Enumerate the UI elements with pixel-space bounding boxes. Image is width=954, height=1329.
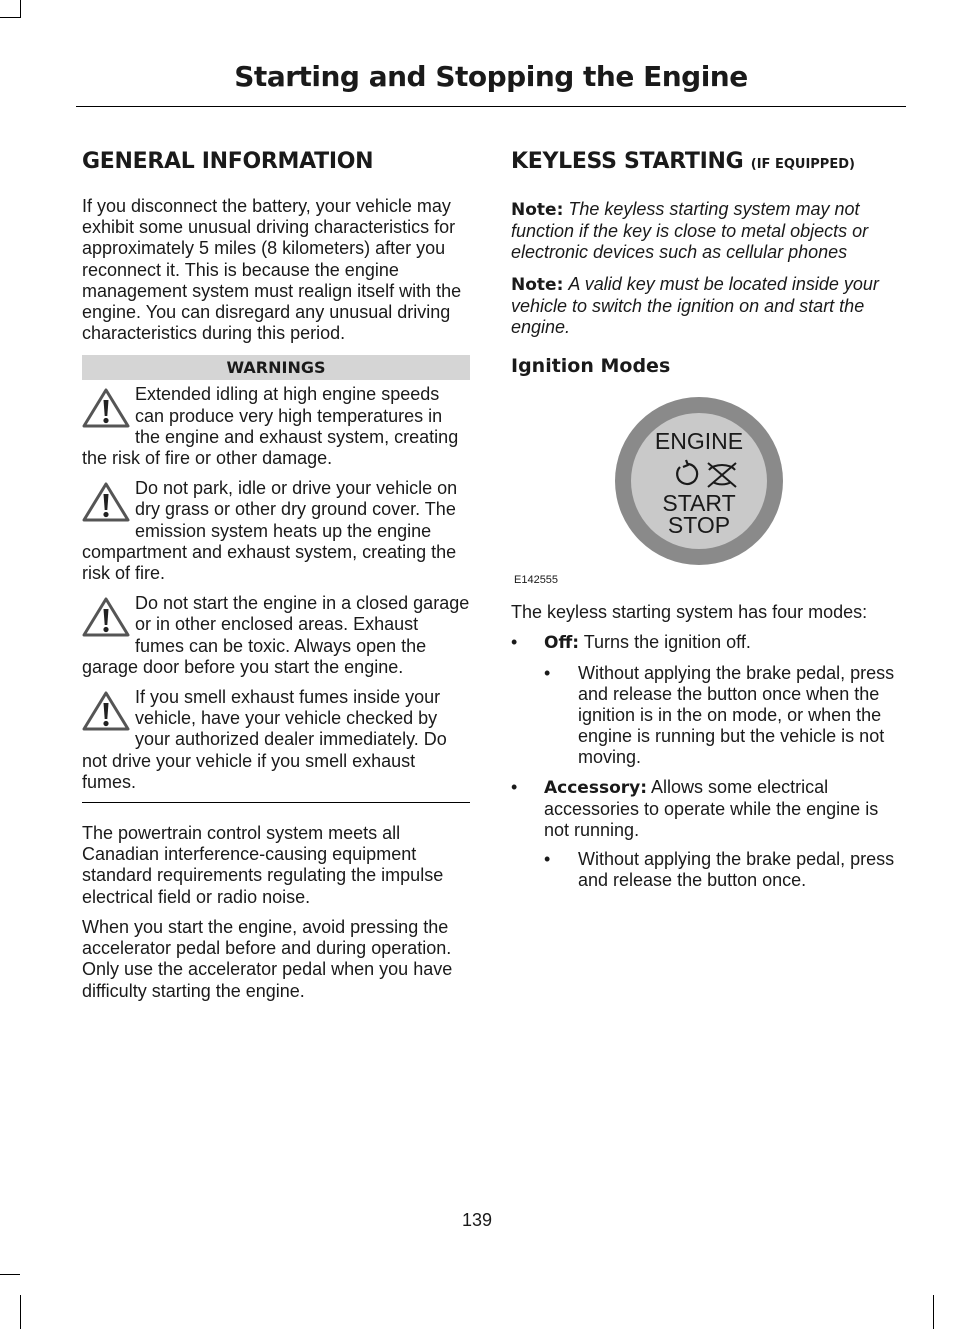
sub-list bbox=[544, 849, 903, 891]
warning-text: Extended idling at high engine speeds can produce very high temperatures in the engine and exhaust system, creating the risk of fire or other damage. bbox=[82, 384, 459, 469]
page-title: Starting and Stopping the Engine bbox=[234, 60, 748, 93]
modes-intro: The keyless starting system has four modes: bbox=[511, 602, 868, 623]
right-column bbox=[511, 148, 903, 900]
sub-item-text: Without applying the brake pedal, press and release the button once. bbox=[578, 849, 895, 891]
note-label: Note: bbox=[511, 200, 564, 220]
sub-list-item bbox=[544, 849, 903, 891]
left-column bbox=[82, 148, 470, 1011]
warnings-title: WARNINGS bbox=[82, 355, 470, 380]
intro-paragraph: If you disconnect the battery, your vehicle may exhibit some unusual driving characteristics for approximately 5 miles (8 kilometers) after you reconnect it. This is because the engine management system must realign itself with the engine. You can disregard any unusual driving characteristics during this period. bbox=[82, 196, 462, 344]
warnings-divider bbox=[82, 802, 470, 803]
keyless-starting-title: KEYLESS STARTING bbox=[511, 149, 744, 174]
note-text: A valid key must be located inside your vehicle to switch the ignition on and start the engine. bbox=[511, 273, 879, 338]
note-label: Note: bbox=[511, 274, 564, 295]
list-item bbox=[511, 632, 903, 768]
crop-mark bbox=[0, 17, 20, 18]
mode-label: Accessory: bbox=[544, 777, 648, 798]
engine-start-stop-figure bbox=[511, 396, 903, 586]
ignition-modes-list bbox=[511, 632, 903, 891]
powertrain-paragraph: The powertrain control system meets all Canadian interference-causing equipment standard requirements regulating the impulse electrical field or radio noise. bbox=[82, 823, 444, 907]
general-information-heading: GENERAL INFORMATION bbox=[82, 149, 374, 174]
keyless-starting-heading bbox=[511, 148, 903, 179]
warning-item bbox=[82, 478, 470, 584]
page-number: 139 bbox=[461, 1210, 493, 1230]
warning-text: Do not park, idle or drive your vehicle on dry grass or other dry ground cover. The emission system heats up the engine compartment and exhaust system, creating the risk of fire. bbox=[82, 478, 458, 584]
warning-triangle-icon bbox=[82, 388, 130, 428]
crop-mark bbox=[0, 1274, 20, 1275]
button-start-label: START bbox=[662, 490, 736, 517]
mode-text: Allows some electrical accessories to operate while the engine is not running. bbox=[544, 776, 879, 841]
note-text: The keyless starting system may not function if the key is close to metal objects or electronic devices such as cellular phones bbox=[511, 199, 869, 263]
bullet: • bbox=[511, 632, 518, 653]
warning-text: If you smell exhaust fumes inside your vehicle, have your vehicle checked by your authorized dealer immediately. Do not drive your vehicle if you smell exhaust fumes. bbox=[82, 687, 447, 792]
engine-start-stop-button-illustration bbox=[614, 396, 784, 566]
warning-triangle-icon bbox=[82, 482, 130, 522]
warning-item bbox=[82, 593, 470, 678]
bullet: • bbox=[544, 662, 551, 683]
button-stop-label: STOP bbox=[667, 512, 731, 539]
sub-item-text: Without applying the brake pedal, press and release the button once when the ignition is in the on mode, or when the engine is running but the vehicle is not moving. bbox=[578, 662, 895, 768]
bullet: • bbox=[544, 849, 551, 870]
sub-list bbox=[544, 663, 903, 769]
button-engine-label: ENGINE bbox=[654, 428, 744, 455]
warning-triangle-icon bbox=[82, 597, 130, 637]
note-valid-key bbox=[511, 274, 903, 339]
mode-text: Turns the ignition off. bbox=[583, 632, 751, 653]
warning-triangle-icon bbox=[82, 691, 130, 731]
ignition-modes-heading: Ignition Modes bbox=[511, 355, 671, 378]
accelerator-paragraph: When you start the engine, avoid pressing the accelerator pedal before and during operation. Only use the accelerator pedal when you have difficulty starting the engine. bbox=[82, 916, 453, 1001]
crop-mark bbox=[20, 1295, 21, 1329]
bullet: • bbox=[511, 776, 518, 797]
warning-text: Do not start the engine in a closed garage or in other enclosed areas. Exhaust fumes can be toxic. Always open the garage door before you start the engine. bbox=[82, 593, 470, 677]
crop-mark bbox=[933, 1295, 934, 1329]
if-equipped-label: (IF EQUIPPED) bbox=[750, 157, 855, 172]
header-rule bbox=[76, 106, 906, 107]
note-metal-objects bbox=[511, 199, 903, 264]
warning-item bbox=[82, 384, 470, 469]
figure-id: E142555 bbox=[514, 574, 559, 587]
list-item bbox=[511, 777, 903, 892]
warning-item bbox=[82, 687, 470, 793]
mode-label: Off: bbox=[544, 633, 580, 654]
sub-list-item bbox=[544, 663, 903, 769]
crop-mark bbox=[20, 0, 21, 18]
